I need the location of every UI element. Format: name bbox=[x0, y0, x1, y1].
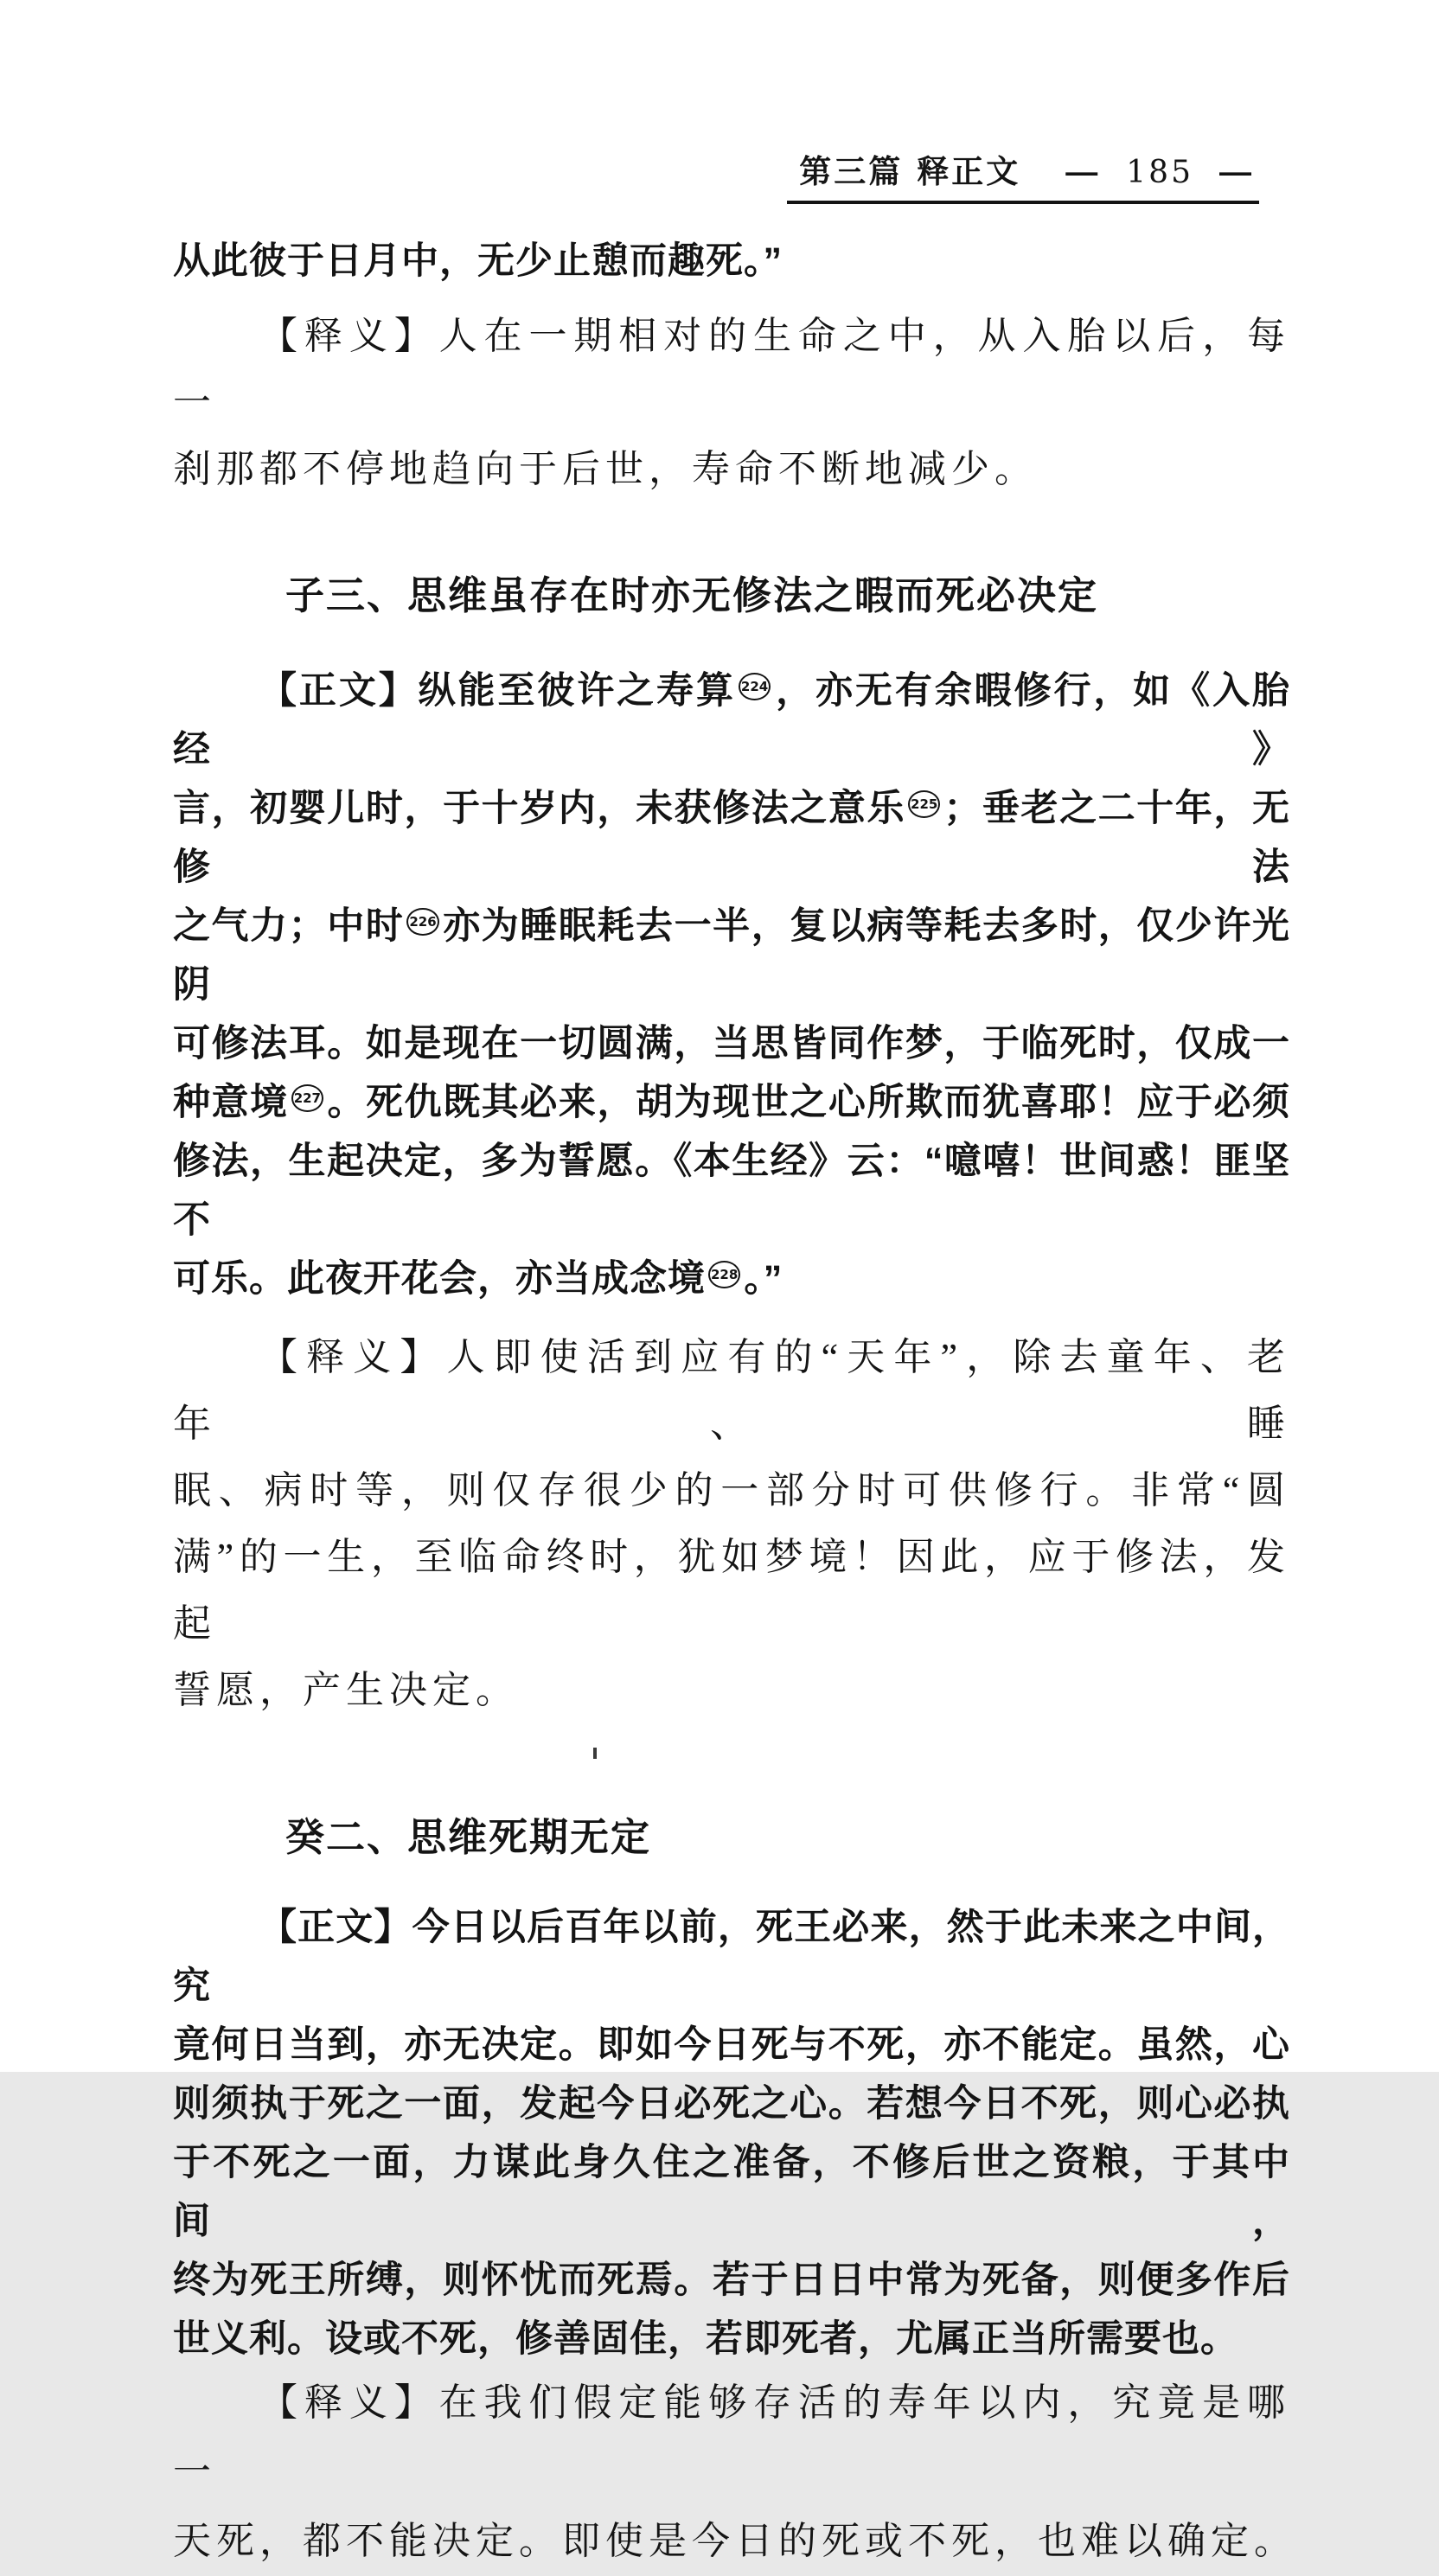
text-line: 则须执于死之一面，发起今日必死之心。若想今日不死，则心必执 bbox=[173, 2083, 1290, 2125]
text-line: 天死，都不能决定。即使是今日的死或不死，也难以确定。 bbox=[173, 2520, 1297, 2562]
text-line: 【释义】人即使活到应有的“天年”，除去童年、老年、睡 bbox=[173, 1336, 1290, 1445]
running-head-chapter: 释正文 bbox=[917, 154, 1021, 189]
text-line: 【正文】今日以后百年以前，死王必来，然于此未来之中间，究 bbox=[173, 1907, 1290, 2007]
page-number-dash-right: — bbox=[1219, 154, 1254, 189]
divider-area bbox=[173, 1748, 1290, 1760]
running-head-section: 第三篇 bbox=[799, 154, 904, 189]
text-line: 终为死王所缚，则怀忧而死焉。若于日日中常为死备，则便多作后 bbox=[173, 2260, 1290, 2301]
text-line: 【释义】在我们假定能够存活的寿年以内，究竟是哪一 bbox=[173, 2381, 1290, 2493]
text-line: 修法，生起决定，多为誓愿。《本生经》云：“噫嘻！世间惑！匪坚不 bbox=[173, 1141, 1290, 1241]
text-line: 眠、病时等，则仅存很少的一部分时可供修行。非常“圆 bbox=[173, 1469, 1290, 1512]
zhengwen-paragraph-2 bbox=[173, 1898, 1290, 2368]
text-line: 种意境 227 。死仇既其必来，胡为现世之心所欺而犹喜耶！应于必须 bbox=[173, 1082, 1291, 1123]
section-heading-1: 子三、思维虽存在时亦无修法之暇而死必决定 bbox=[285, 573, 1099, 617]
text-line: 刹那都不停地趋向于后世，寿命不断地减少。 bbox=[173, 448, 1038, 490]
text-line: 【正文】纵能至彼许之寿算 224 ，亦无有余暇修行，如《入胎经》 bbox=[173, 670, 1291, 770]
running-head bbox=[787, 145, 1259, 204]
footnote-marker: 228 bbox=[708, 1261, 740, 1288]
footnote-marker: 226 bbox=[406, 908, 438, 936]
text-line: 满”的一生，至临命终时，犹如梦境！因此，应于修法，发起 bbox=[173, 1536, 1290, 1645]
text-column bbox=[173, 232, 1297, 2576]
footnote-marker: 227 bbox=[291, 1084, 323, 1112]
zhengwen-continuation-paragraph bbox=[173, 232, 1290, 291]
zhengwen-paragraph-1 bbox=[173, 662, 1290, 1308]
page-number-dash-left: — bbox=[1065, 154, 1101, 189]
shiyi-paragraph-3 bbox=[173, 2368, 1297, 2576]
shiyi-paragraph-2 bbox=[173, 1324, 1290, 1723]
text-line: 可乐。此夜开花会，亦当成念境 228 。” bbox=[173, 1258, 783, 1300]
section-heading-2: 癸二、思维死期无定 bbox=[285, 1815, 652, 1859]
text-line: 于不死之一面，力谋此身久住之准备，不修后世之资粮，于其中间， bbox=[173, 2142, 1290, 2242]
footnote-marker: 224 bbox=[739, 673, 771, 700]
text-line: 从此彼于日月中，无少止憩而趣死。” bbox=[173, 240, 783, 282]
shiyi-paragraph-1 bbox=[173, 303, 1290, 502]
text-line: 誓愿，产生决定。 bbox=[173, 1669, 519, 1711]
text-line: 【释义】人在一期相对的生命之中，从入胎以后，每一 bbox=[173, 315, 1290, 424]
text-line: 竟何日当到，亦无决定。即如今日死与不死，亦不能定。虽然，心 bbox=[173, 2024, 1290, 2066]
text-line: 言，初婴儿时，于十岁内，未获修法之意乐 225 ；垂老之二十年，无修法 bbox=[173, 788, 1291, 888]
footnote-marker: 225 bbox=[908, 790, 940, 818]
text-line: 世义利。设或不死，修善固佳，若即死者，尤属正当所需要也。 bbox=[173, 2318, 1238, 2360]
ink-dot bbox=[593, 1748, 597, 1759]
text-line: 之气力；中时 226 亦为睡眠耗去一半，复以病等耗去多时，仅少许光阴 bbox=[173, 905, 1291, 1006]
page-number: 185 bbox=[1126, 155, 1193, 190]
text-line: 可修法耳。如是现在一切圆满，当思皆同作梦，于临死时，仅成一 bbox=[173, 1023, 1290, 1064]
